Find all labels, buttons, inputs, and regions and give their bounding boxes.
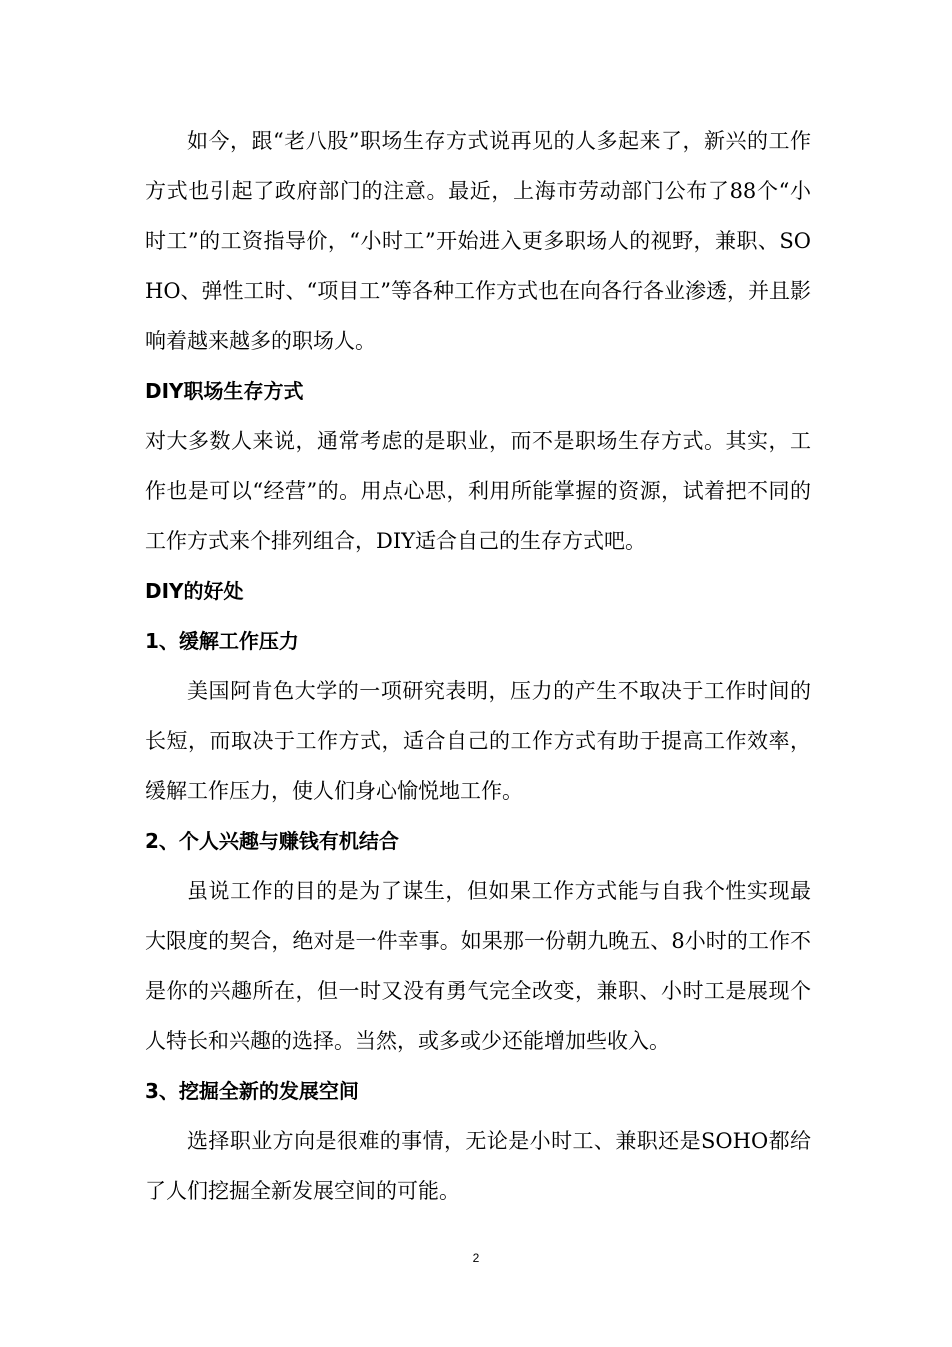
intro-paragraph: 如今，跟“老八股”职场生存方式说再见的人多起来了，新兴的工作方式也引起了政府部门的注意。最近，上海市劳动部门公布了88个“小时工”的工资指导价，“小时工”开始进入更多职场人的视野，兼职、SOHO、弹性工时、“项目工”等各种工作方式也在向各行各业渗透，并且影响着越来越多的职场人。 (145, 129, 811, 353)
subheading-interest-and-income: 2、个人兴趣与赚钱有机结合 (145, 829, 399, 853)
subheading-relieve-pressure: 1、缓解工作压力 (145, 629, 299, 653)
section-heading-diy-benefits: DIY的好处 (145, 579, 244, 603)
subheading-new-development-space: 3、挖掘全新的发展空间 (145, 1079, 359, 1103)
new-development-space-paragraph: 选择职业方向是很难的事情，无论是小时工、兼职还是SOHO都给了人们挖掘全新发展空间的可能。 (145, 1129, 811, 1203)
document-body (145, 116, 811, 1216)
page-number: 2 (472, 1251, 480, 1265)
relieve-pressure-paragraph: 美国阿肯色大学的一项研究表明，压力的产生不取决于工作时间的长短，而取决于工作方式，适合自己的工作方式有助于提高工作效率，缓解工作压力，使人们身心愉悦地工作。 (145, 679, 811, 803)
interest-and-income-paragraph: 虽说工作的目的是为了谋生，但如果工作方式能与自我个性实现最大限度的契合，绝对是一件幸事。如果那一份朝九晚五、8小时的工作不是你的兴趣所在，但一时又没有勇气完全改变，兼职、小时工是展现个人特长和兴趣的选择。当然，或多或少还能增加些收入。 (145, 879, 811, 1053)
section-heading-diy-lifestyle: DIY职场生存方式 (145, 379, 304, 403)
diy-lifestyle-paragraph: 对大多数人来说，通常考虑的是职业，而不是职场生存方式。其实，工作也是可以“经营”的。用点心思，利用所能掌握的资源，试着把不同的工作方式来个排列组合，DIY适合自己的生存方式吧。 (145, 429, 811, 553)
